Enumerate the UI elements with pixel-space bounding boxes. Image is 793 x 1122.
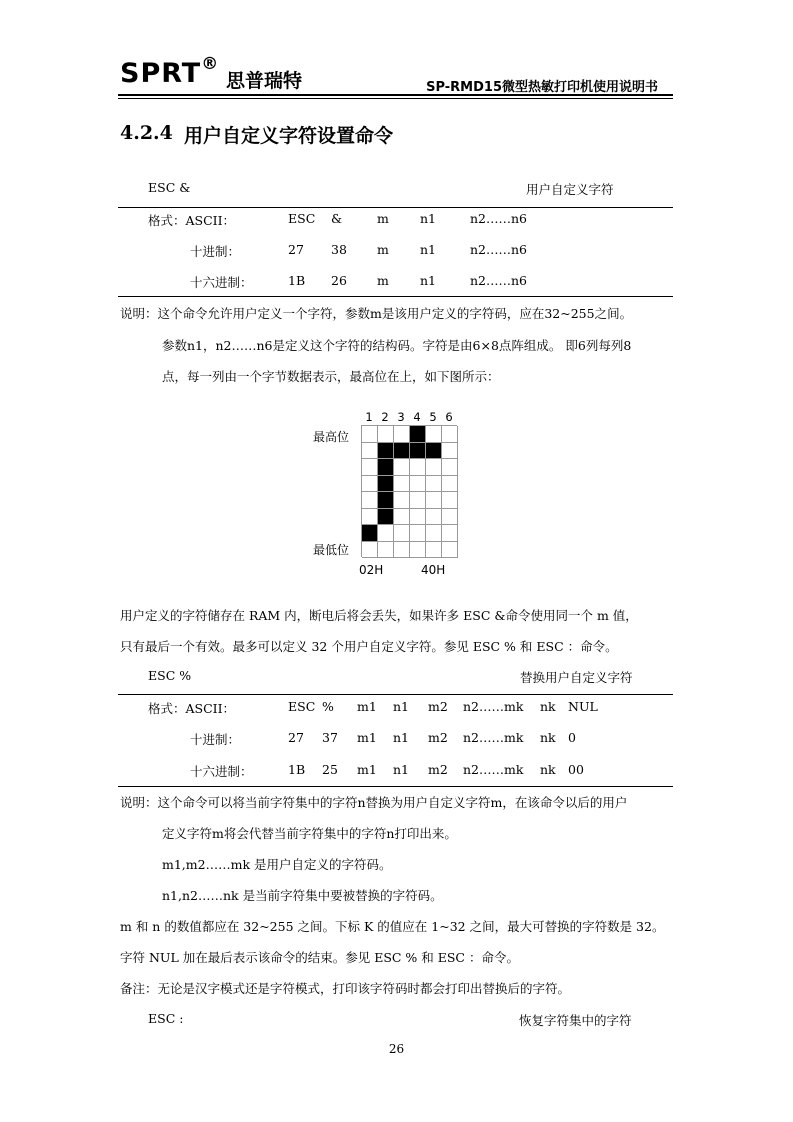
dot-on	[410, 443, 426, 460]
dot-off	[426, 492, 442, 509]
dot-off	[394, 509, 410, 526]
dot-off	[426, 459, 442, 476]
dot-on	[378, 459, 394, 476]
dot-off	[362, 542, 378, 559]
cmd2-name: ESC %	[148, 668, 192, 683]
cmd2-cell: n1	[393, 762, 410, 777]
dot-off	[410, 459, 426, 476]
cmd2-note-6: 字符 NUL 加在最后表示该命令的结束。参见 ESC % 和 ESC ：命令。	[120, 950, 519, 965]
dot-off	[442, 509, 458, 526]
cmd1-description: 用户自定义字符	[526, 182, 614, 197]
cmd2-cell: n2……mk	[463, 730, 524, 745]
dot-off	[378, 426, 394, 443]
cmd2-cell: %	[322, 699, 334, 714]
column-number: 6	[445, 410, 453, 424]
column-number: 5	[429, 410, 437, 424]
cmd2-cell: m2	[428, 730, 448, 745]
dot-off	[378, 525, 394, 542]
cmd2-cell: m2	[428, 762, 448, 777]
cmd1-cell: 26	[331, 273, 347, 288]
cmd1-cell: m	[377, 211, 389, 226]
cmd1-row-label: 格式：ASCII：	[148, 213, 236, 228]
dot-on	[378, 443, 394, 460]
brand-name: 思普瑞特	[226, 70, 303, 92]
dot-off	[362, 509, 378, 526]
cmd1-cell: 1B	[288, 273, 306, 288]
cmd2-cell: m1	[357, 762, 377, 777]
cmd1-bottom-rule	[118, 296, 673, 297]
cmd2-row-label: 格式：ASCII：	[148, 701, 236, 716]
page-number: 26	[388, 1042, 405, 1056]
cmd2-cell: ESC	[288, 699, 316, 714]
cmd2-cell: 37	[322, 730, 338, 745]
cmd1-cell: m	[377, 273, 389, 288]
cmd2-note-3: m1,m2……mk 是用户自定义的字符码。	[162, 857, 392, 872]
column-number: 3	[397, 410, 405, 424]
cmd2-cell: 1B	[288, 762, 306, 777]
cmd2-cell: nk	[540, 730, 556, 745]
dot-off	[426, 476, 442, 493]
cmd2-cell: nk	[540, 762, 556, 777]
cmd1-cell: 27	[288, 242, 304, 257]
cmd1-note-3: 点，每一列由一个字节数据表示，最高位在上，如下图所示：	[162, 369, 500, 384]
dot-on	[410, 426, 426, 443]
cmd1-note-2: 参数n1，n2……n6是定义这个字符的结构码。字符是由6×8点阵组成。 即6列每列8	[162, 338, 632, 353]
cmd2-note-7: 备注：无论是汉字模式还是字符模式，打印该字符码时都会打印出替换后的字符。	[120, 981, 571, 996]
cmd1-cell: n2……n6	[470, 273, 528, 288]
header-rule	[118, 94, 673, 96]
dot-on	[362, 525, 378, 542]
dot-off	[362, 459, 378, 476]
dot-on	[378, 509, 394, 526]
cmd1-name: ESC &	[148, 180, 191, 195]
dot-off	[442, 443, 458, 460]
cmd2-cell: 27	[288, 730, 304, 745]
document-title: SP-RMD15微型热敏打印机使用说明书	[426, 80, 658, 95]
cmd2-cell: m1	[357, 730, 377, 745]
cmd1-cell: n2……n6	[470, 211, 528, 226]
dot-off	[410, 542, 426, 559]
cmd1-cell: 38	[331, 242, 347, 257]
dot-on	[426, 443, 442, 460]
cmd1-cell: n1	[420, 242, 437, 257]
dot-off	[394, 476, 410, 493]
dot-off	[394, 542, 410, 559]
msb-label: 最高位	[313, 430, 350, 444]
cmd2-note-2: 定义字符m将会代替当前字符集中的字符n打印出来。	[162, 826, 457, 841]
cmd2-cell: NUL	[568, 699, 598, 714]
dot-off	[442, 492, 458, 509]
dot-off	[362, 476, 378, 493]
cmd1-row-label: 十进制：	[190, 244, 241, 259]
hex-label-left: 02H	[359, 563, 384, 577]
cmd2-cell: m2	[428, 699, 448, 714]
dot-off	[442, 476, 458, 493]
paragraph-line-2: 只有最后一个有效。最多可以定义 32 个用户自定义字符。参见 ESC % 和 ESC ：命令。	[120, 639, 618, 654]
dot-off	[442, 525, 458, 542]
dot-off	[442, 542, 458, 559]
cmd2-cell: 0	[568, 730, 576, 745]
cmd1-top-rule	[118, 207, 673, 208]
cmd2-note-4: n1,n2……nk 是当前字符集中要被替换的字符码。	[162, 888, 443, 903]
cmd2-note-1: 说明：这个命令可以将当前字符集中的字符n替换为用户自定义字符m，在该命令以后的用户	[120, 795, 628, 810]
cmd2-bottom-rule	[118, 786, 673, 787]
column-number: 2	[381, 410, 389, 424]
dot-off	[410, 492, 426, 509]
dot-off	[394, 492, 410, 509]
cmd1-row-label: 十六进制：	[190, 275, 253, 290]
section-number: 4.2.4	[120, 122, 173, 144]
cmd2-cell: n1	[393, 730, 410, 745]
dot-off	[362, 492, 378, 509]
cmd1-cell: n1	[420, 211, 437, 226]
dot-on	[378, 492, 394, 509]
cmd2-cell: m1	[357, 699, 377, 714]
cmd2-cell: 25	[322, 762, 338, 777]
dot-off	[362, 443, 378, 460]
cmd2-description: 替换用户自定义字符	[520, 670, 633, 685]
cmd2-cell: n1	[393, 699, 410, 714]
dot-on	[378, 476, 394, 493]
cmd2-cell: n2……mk	[463, 762, 524, 777]
registered-mark: ®	[201, 54, 220, 74]
cmd2-row-label: 十进制：	[190, 732, 241, 747]
dot-on	[394, 443, 410, 460]
dot-grid	[361, 425, 457, 557]
dot-off	[410, 525, 426, 542]
dot-off	[394, 525, 410, 542]
cmd2-row-label: 十六进制：	[190, 764, 253, 779]
dot-off	[394, 426, 410, 443]
hex-label-right: 40H	[421, 563, 446, 577]
paragraph-line-1: 用户定义的字符储存在 RAM 内，断电后将会丢失，如果许多 ESC &命令使用同一个 m 值，	[120, 608, 638, 623]
column-number: 1	[365, 410, 373, 424]
dot-off	[426, 509, 442, 526]
lsb-label: 最低位	[313, 543, 350, 557]
cmd2-top-rule	[118, 694, 673, 695]
dot-off	[378, 542, 394, 559]
section-title: 用户自定义字符设置命令	[184, 125, 394, 147]
cmd3-description: 恢复字符集中的字符	[519, 1013, 632, 1028]
cmd2-cell: nk	[540, 699, 556, 714]
cmd1-note-1: 说明：这个命令允许用户定义一个字符，参数m是该用户定义的字符码，应在32~255之间。	[120, 306, 633, 321]
dot-off	[442, 459, 458, 476]
dot-off	[426, 426, 442, 443]
dot-off	[410, 509, 426, 526]
column-number: 4	[413, 410, 421, 424]
cmd2-note-5: m 和 n 的数值都应在 32~255 之间。下标 K 的值应在 1~32 之间，最大可替换的字符数是 32。	[120, 919, 665, 934]
dot-off	[394, 459, 410, 476]
cmd3-name: ESC :	[148, 1011, 184, 1026]
cmd1-cell: m	[377, 242, 389, 257]
logo: SPRT®	[120, 54, 220, 89]
dot-off	[426, 542, 442, 559]
dot-off	[410, 476, 426, 493]
cmd1-cell: n2……n6	[470, 242, 528, 257]
dot-off	[426, 525, 442, 542]
dot-off	[442, 426, 458, 443]
cmd2-cell: 00	[568, 762, 584, 777]
cmd1-cell: n1	[420, 273, 437, 288]
dot-off	[362, 426, 378, 443]
cmd1-cell: &	[331, 211, 343, 226]
cmd1-cell: ESC	[288, 211, 316, 226]
header-rule-thin	[118, 98, 673, 99]
cmd2-cell: n2……mk	[463, 699, 524, 714]
